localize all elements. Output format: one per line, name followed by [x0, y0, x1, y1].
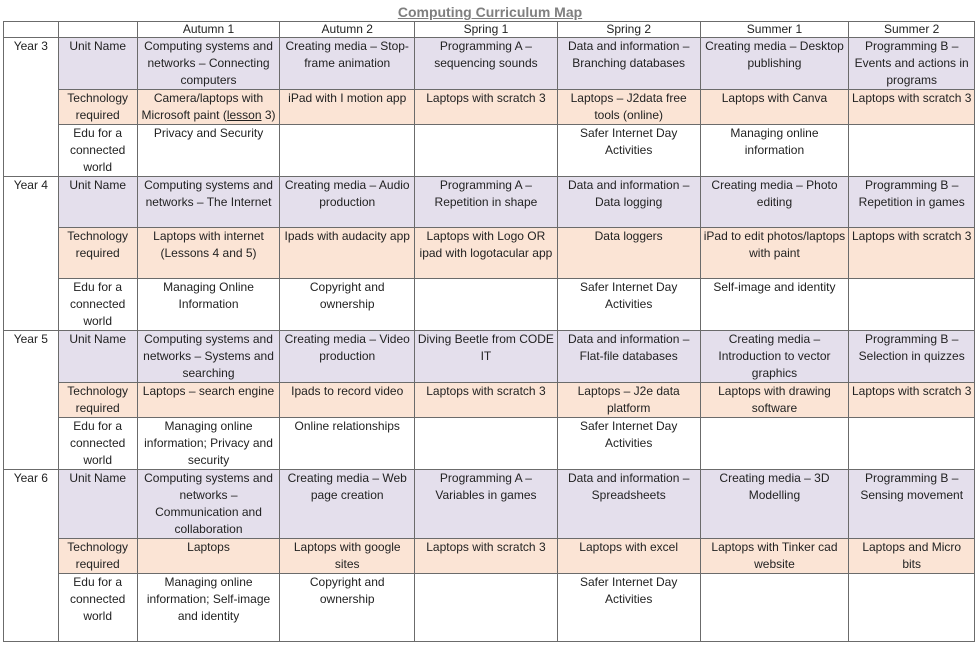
- cell-spring-2: Laptops with excel: [557, 539, 700, 574]
- year-label: Year 5: [4, 331, 59, 470]
- cell-summer-2: Programming B – Events and actions in programs: [849, 38, 975, 90]
- cell-text: (: [222, 108, 227, 122]
- cell-autumn-1: [137, 90, 280, 125]
- cell-summer-1: Laptops with drawing software: [700, 383, 849, 418]
- cell-autumn-1: Managing Online Information: [137, 279, 280, 331]
- cell-autumn-1: Computing systems and networks – The Internet: [137, 177, 280, 228]
- cell-spring-1: Programming A – sequencing sounds: [415, 38, 558, 90]
- cell-spring-1: [415, 125, 558, 177]
- cell-spring-1: [415, 279, 558, 331]
- table-row: [4, 383, 975, 418]
- cell-summer-1: Laptops with Tinker cad website: [700, 539, 849, 574]
- term-header: Summer 1: [700, 22, 849, 38]
- cell-autumn-1: Managing online information; Privacy and security: [137, 418, 280, 470]
- table-row: [4, 539, 975, 574]
- cell-spring-2: Safer Internet Day Activities: [557, 279, 700, 331]
- cell-spring-2: Laptops – J2data free tools (online): [557, 90, 700, 125]
- cell-spring-2: Safer Internet Day Activities: [557, 418, 700, 470]
- cell-spring-1: Programming A – Repetition in shape: [415, 177, 558, 228]
- cell-autumn-1: Laptops: [137, 539, 280, 574]
- cell-summer-1: Creating media – Desktop publishing: [700, 38, 849, 90]
- table-row: [4, 177, 975, 228]
- cell-text: Camera/laptops with Microsoft paint: [141, 91, 264, 122]
- row-label: Edu for a connected world: [58, 574, 137, 642]
- cell-spring-2: Data and information – Flat-file databases: [557, 331, 700, 383]
- cell-summer-2: Laptops with scratch 3: [849, 90, 975, 125]
- year-label: Year 4: [4, 177, 59, 331]
- cell-summer-2: Programming B – Repetition in games: [849, 177, 975, 228]
- term-header: Summer 2: [849, 22, 975, 38]
- cell-autumn-2: Online relationships: [280, 418, 415, 470]
- cell-spring-1: Diving Beetle from CODE IT: [415, 331, 558, 383]
- table-row: [4, 90, 975, 125]
- cell-autumn-1: Managing online information; Self-image and identity: [137, 574, 280, 642]
- cell-summer-2: [849, 574, 975, 642]
- cell-autumn-1: Computing systems and networks – Connecting computers: [137, 38, 280, 90]
- cell-spring-2: Data and information – Spreadsheets: [557, 470, 700, 539]
- cell-summer-2: Laptops with scratch 3: [849, 383, 975, 418]
- cell-summer-1: Self-image and identity: [700, 279, 849, 331]
- row-label: Unit Name: [58, 177, 137, 228]
- cell-spring-2: Safer Internet Day Activities: [557, 125, 700, 177]
- term-header: Autumn 2: [280, 22, 415, 38]
- cell-autumn-1: Computing systems and networks – Systems and searching: [137, 331, 280, 383]
- corner-cell: [4, 22, 59, 38]
- cell-spring-1: Laptops with Logo OR ipad with logotacular app: [415, 228, 558, 279]
- lesson-link[interactable]: lesson: [226, 108, 262, 122]
- row-label: Edu for a connected world: [58, 279, 137, 331]
- table-row: [4, 279, 975, 331]
- table-row: [4, 418, 975, 470]
- cell-spring-1: [415, 574, 558, 642]
- cell-spring-2: Data loggers: [557, 228, 700, 279]
- term-header: Spring 1: [415, 22, 558, 38]
- cell-autumn-1: Laptops – search engine: [137, 383, 280, 418]
- cell-autumn-2: Ipads with audacity app: [280, 228, 415, 279]
- cell-summer-2: [849, 125, 975, 177]
- row-label: Unit Name: [58, 470, 137, 539]
- cell-autumn-1: Computing systems and networks – Communication and collaboration: [137, 470, 280, 539]
- cell-autumn-2: Creating media – Video production: [280, 331, 415, 383]
- cell-autumn-2: Ipads to record video: [280, 383, 415, 418]
- cell-autumn-2: iPad with I motion app: [280, 90, 415, 125]
- row-label: Technology required: [58, 228, 137, 279]
- cell-summer-1: iPad to edit photos/laptops with paint: [700, 228, 849, 279]
- cell-summer-2: Laptops with scratch 3: [849, 228, 975, 279]
- cell-spring-2: Data and information – Branching databases: [557, 38, 700, 90]
- term-header: Spring 2: [557, 22, 700, 38]
- cell-summer-2: [849, 418, 975, 470]
- cell-spring-1: Programming A – Variables in games: [415, 470, 558, 539]
- cell-text: 3): [261, 108, 276, 122]
- row-label: Edu for a connected world: [58, 125, 137, 177]
- table-row: [4, 38, 975, 90]
- cell-summer-1: Creating media – 3D Modelling: [700, 470, 849, 539]
- row-label: Technology required: [58, 383, 137, 418]
- table-body: [4, 22, 975, 642]
- cell-autumn-2: Creating media – Web page creation: [280, 470, 415, 539]
- year-label: Year 6: [4, 470, 59, 642]
- row-label: Unit Name: [58, 38, 137, 90]
- curriculum-table: [3, 21, 975, 642]
- corner-cell: [58, 22, 137, 38]
- row-label: Technology required: [58, 90, 137, 125]
- cell-autumn-2: Creating media – Stop-frame animation: [280, 38, 415, 90]
- term-header: Autumn 1: [137, 22, 280, 38]
- row-label: Technology required: [58, 539, 137, 574]
- cell-summer-1: [700, 418, 849, 470]
- cell-spring-1: Laptops with scratch 3: [415, 90, 558, 125]
- cell-spring-1: [415, 418, 558, 470]
- table-row: [4, 470, 975, 539]
- cell-summer-1: Laptops with Canva: [700, 90, 849, 125]
- cell-spring-2: Laptops – J2e data platform: [557, 383, 700, 418]
- row-label: Edu for a connected world: [58, 418, 137, 470]
- table-row: [4, 125, 975, 177]
- cell-spring-1: Laptops with scratch 3: [415, 383, 558, 418]
- cell-autumn-2: Laptops with google sites: [280, 539, 415, 574]
- cell-autumn-2: Copyright and ownership: [280, 279, 415, 331]
- page-title: Computing Curriculum Map: [397, 4, 583, 20]
- year-label: Year 3: [4, 38, 59, 177]
- cell-autumn-2: Creating media – Audio production: [280, 177, 415, 228]
- cell-spring-2: Data and information – Data logging: [557, 177, 700, 228]
- cell-summer-1: [700, 574, 849, 642]
- cell-summer-1: Creating media – Introduction to vector graphics: [700, 331, 849, 383]
- cell-summer-1: Managing online information: [700, 125, 849, 177]
- cell-summer-2: Programming B – Sensing movement: [849, 470, 975, 539]
- cell-spring-2: Safer Internet Day Activities: [557, 574, 700, 642]
- cell-autumn-1: Laptops with internet (Lessons 4 and 5): [137, 228, 280, 279]
- row-label: Unit Name: [58, 331, 137, 383]
- cell-autumn-2: Copyright and ownership: [280, 574, 415, 642]
- cell-summer-2: Programming B – Selection in quizzes: [849, 331, 975, 383]
- header-row: [4, 22, 975, 38]
- cell-summer-2: Laptops and Micro bits: [849, 539, 975, 574]
- cell-spring-1: Laptops with scratch 3: [415, 539, 558, 574]
- table-row: [4, 331, 975, 383]
- cell-autumn-2: [280, 125, 415, 177]
- table-row: [4, 574, 975, 642]
- table-row: [4, 228, 975, 279]
- cell-summer-1: Creating media – Photo editing: [700, 177, 849, 228]
- cell-autumn-1: Privacy and Security: [137, 125, 280, 177]
- cell-summer-2: [849, 279, 975, 331]
